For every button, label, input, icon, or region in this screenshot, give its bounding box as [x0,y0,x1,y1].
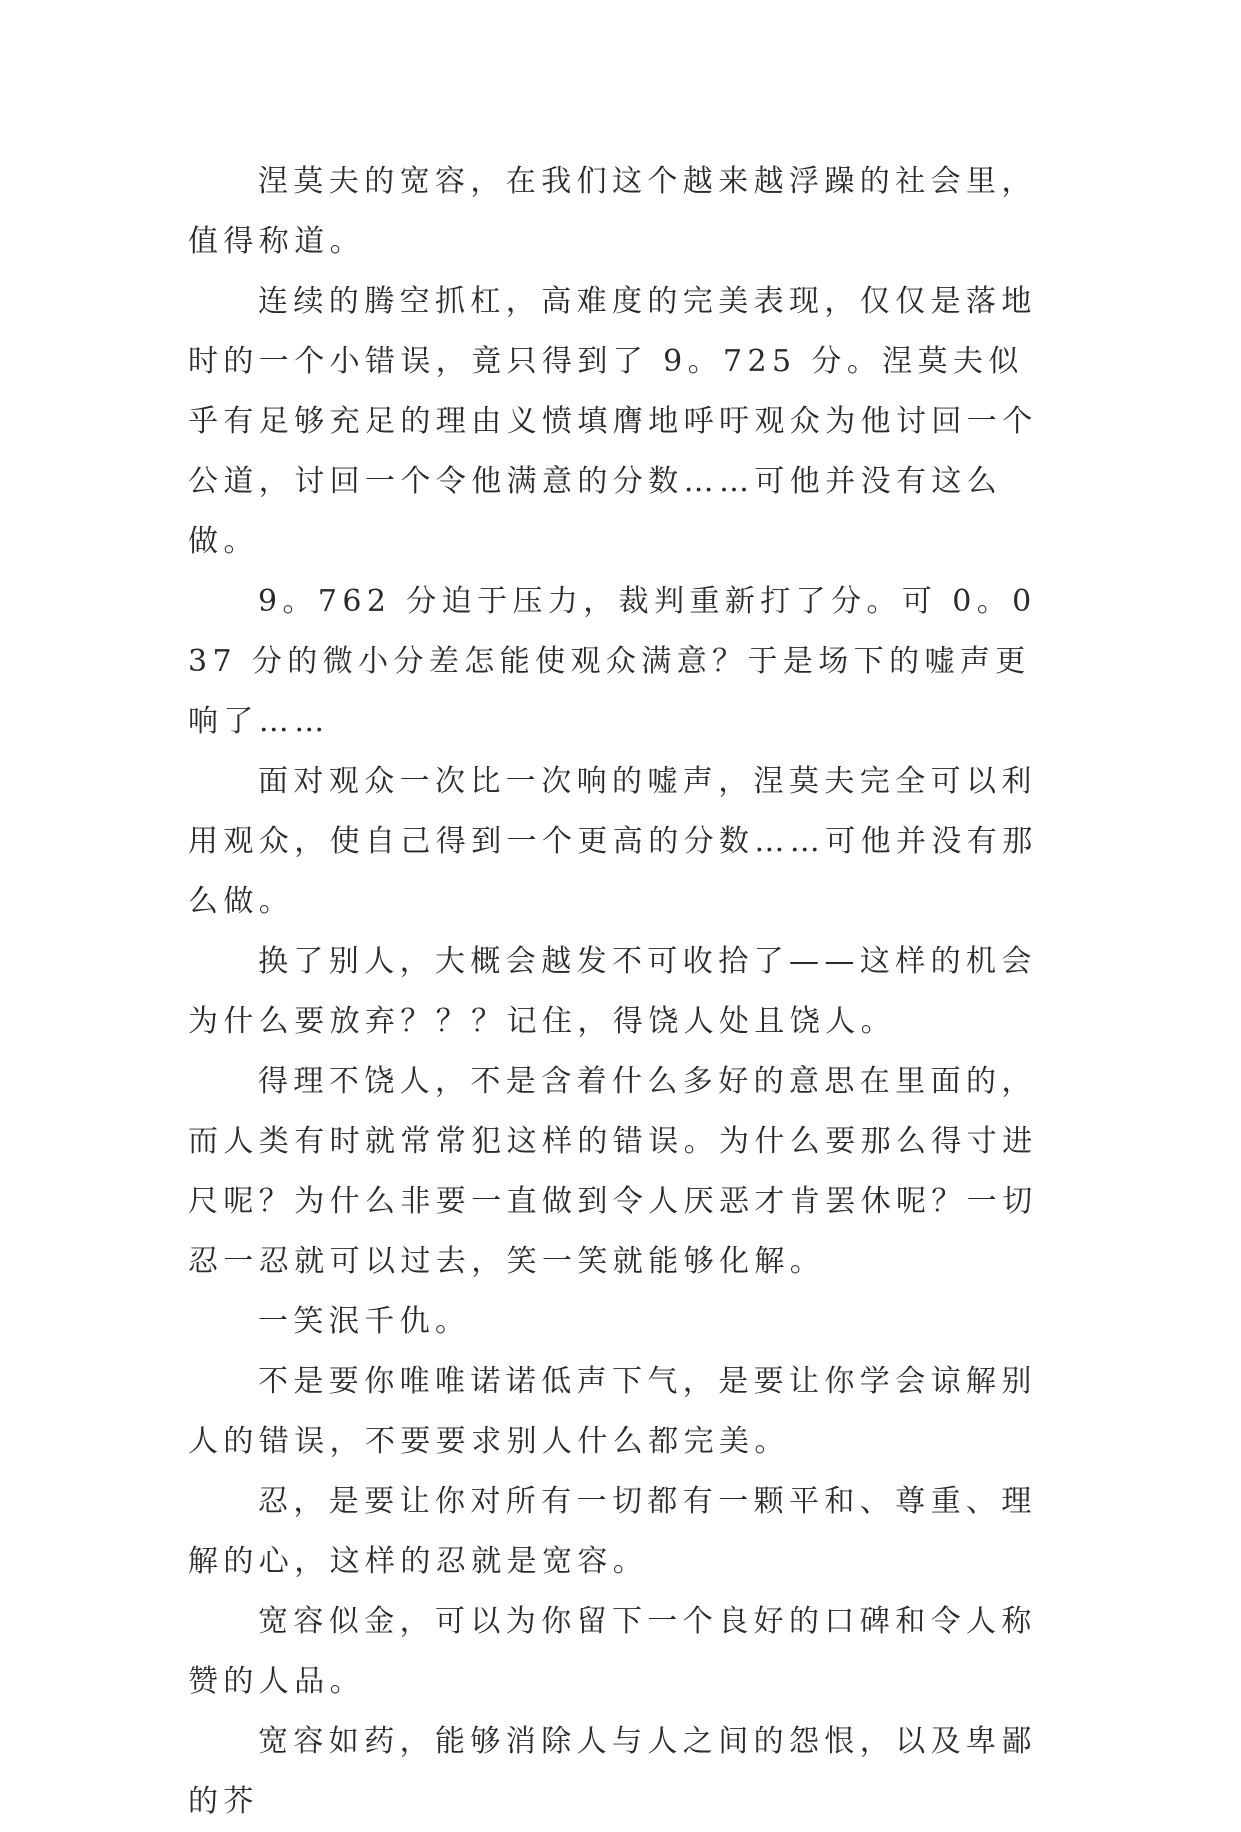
paragraph: 忍，是要让你对所有一切都有一颗平和、尊重、理解的心，这样的忍就是宽容。 [188,1484,1037,1579]
paragraph: 换了别人，大概会越发不可收拾了——这样的机会为什么要放弃？？？记住，得饶人处且饶人。 [188,944,1037,1039]
paragraph: 宽容如药，能够消除人与人之间的怨恨，以及卑鄙的芥 [188,1724,1037,1819]
paragraph: 一笑泯千仇。 [258,1304,471,1339]
paragraph: 面对观众一次比一次响的嘘声，涅莫夫完全可以利用观众，使自己得到一个更高的分数……可他并没有那么做。 [188,764,1038,919]
paragraph: 9。762 分迫于压力，裁判重新打了分。可 0。037 分的微小分差怎能使观众满意？于是场下的嘘声更响了…… [188,584,1037,739]
paragraph: 连续的腾空抓杠，高难度的完美表现，仅仅是落地时的一个小错误，竟只得到了 9。725 分。涅莫夫似乎有足够充足的理由义愤填膺地呼吁观众为他讨回一个公道，讨回一个令他满意的分数……可他并没有这么做。 [188,284,1038,559]
paragraph: 得理不饶人，不是含着什么多好的意思在里面的，而人类有时就常常犯这样的错误。为什么要那么得寸进尺呢？为什么非要一直做到令人厌恶才肯罢休呢？一切忍一忍就可以过去，笑一笑就能够化解。 [188,1064,1038,1279]
paragraph: 不是要你唯唯诺诺低声下气，是要让你学会谅解别人的错误，不要要求别人什么都完美。 [188,1364,1037,1459]
body-text [188,152,1048,1832]
paragraph: 宽容似金，可以为你留下一个良好的口碑和令人称赞的人品。 [188,1604,1037,1699]
paragraph: 涅莫夫的宽容，在我们这个越来越浮躁的社会里，值得称道。 [188,164,1037,259]
